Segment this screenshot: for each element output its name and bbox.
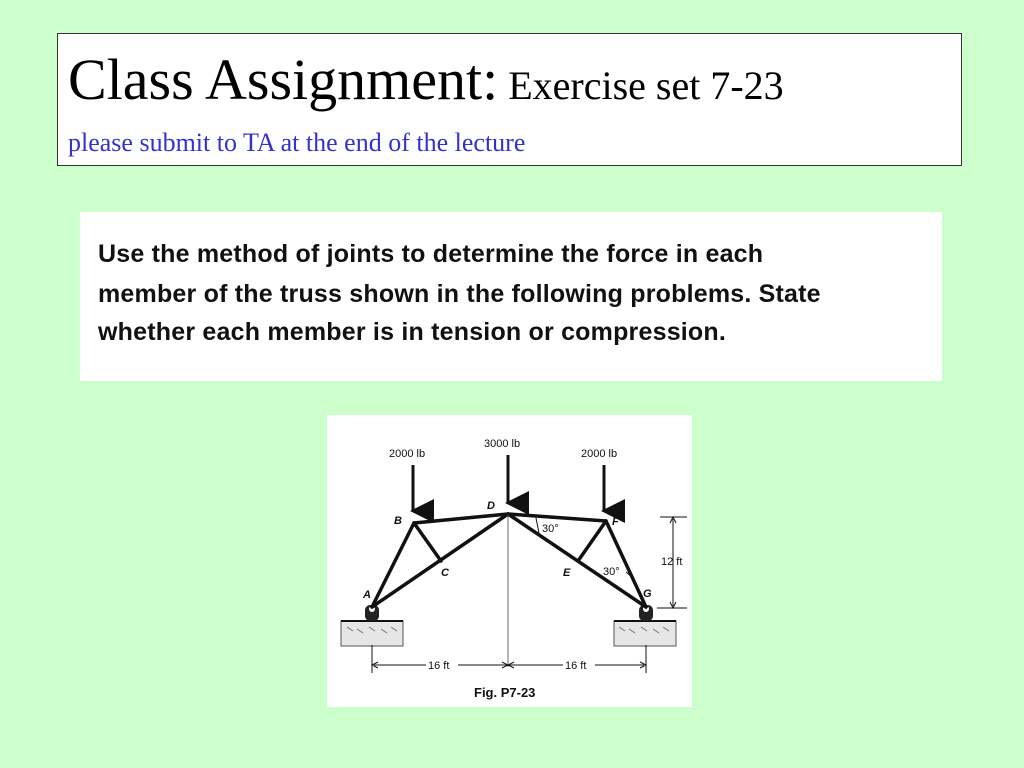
title-box xyxy=(57,33,962,166)
height-dimension-label: 12 ft xyxy=(661,556,683,568)
exercise-label: Exercise set 7-23 xyxy=(508,63,784,108)
joint-label-c: C xyxy=(441,567,449,579)
joint-label-b: B xyxy=(394,515,402,527)
right-ground-support xyxy=(614,605,676,646)
member-bc xyxy=(414,523,441,561)
angle-arc-top xyxy=(536,518,539,533)
truss-members xyxy=(372,514,646,607)
member-df xyxy=(508,514,606,521)
load-arrows xyxy=(413,455,604,511)
joint-label-e: E xyxy=(563,567,571,579)
right-span-label: 16 ft xyxy=(565,660,587,672)
truss-figure xyxy=(327,415,692,707)
problem-line-3: whether each member is in tension or compression. xyxy=(98,318,727,346)
angle-label-bottom: 30° xyxy=(603,566,620,578)
problem-line-1: Use the method of joints to determine the force in each xyxy=(98,240,764,268)
truss-diagram xyxy=(327,415,692,707)
joint-label-f: F xyxy=(612,516,619,528)
left-span-label: 16 ft xyxy=(428,660,450,672)
span-dimensions xyxy=(372,645,646,673)
joint-label-g: G xyxy=(643,588,652,600)
problem-statement xyxy=(80,212,942,381)
angle-label-top: 30° xyxy=(542,523,559,535)
member-fe xyxy=(578,521,606,561)
problem-line-2: member of the truss shown in the following problems. State xyxy=(98,280,821,308)
joint-label-a: A xyxy=(363,589,371,601)
title-line xyxy=(68,46,784,113)
submission-instruction: please submit to TA at the end of the lecture xyxy=(68,128,526,157)
load-label-right: 2000 lb xyxy=(581,448,618,460)
slide-title: Class Assignment: xyxy=(68,47,499,112)
load-label-center: 3000 lb xyxy=(484,438,521,450)
figure-caption: Fig. P7-23 xyxy=(474,685,536,700)
left-ground-support xyxy=(341,605,403,646)
load-label-left: 2000 lb xyxy=(389,448,426,460)
joint-label-d: D xyxy=(487,500,495,512)
